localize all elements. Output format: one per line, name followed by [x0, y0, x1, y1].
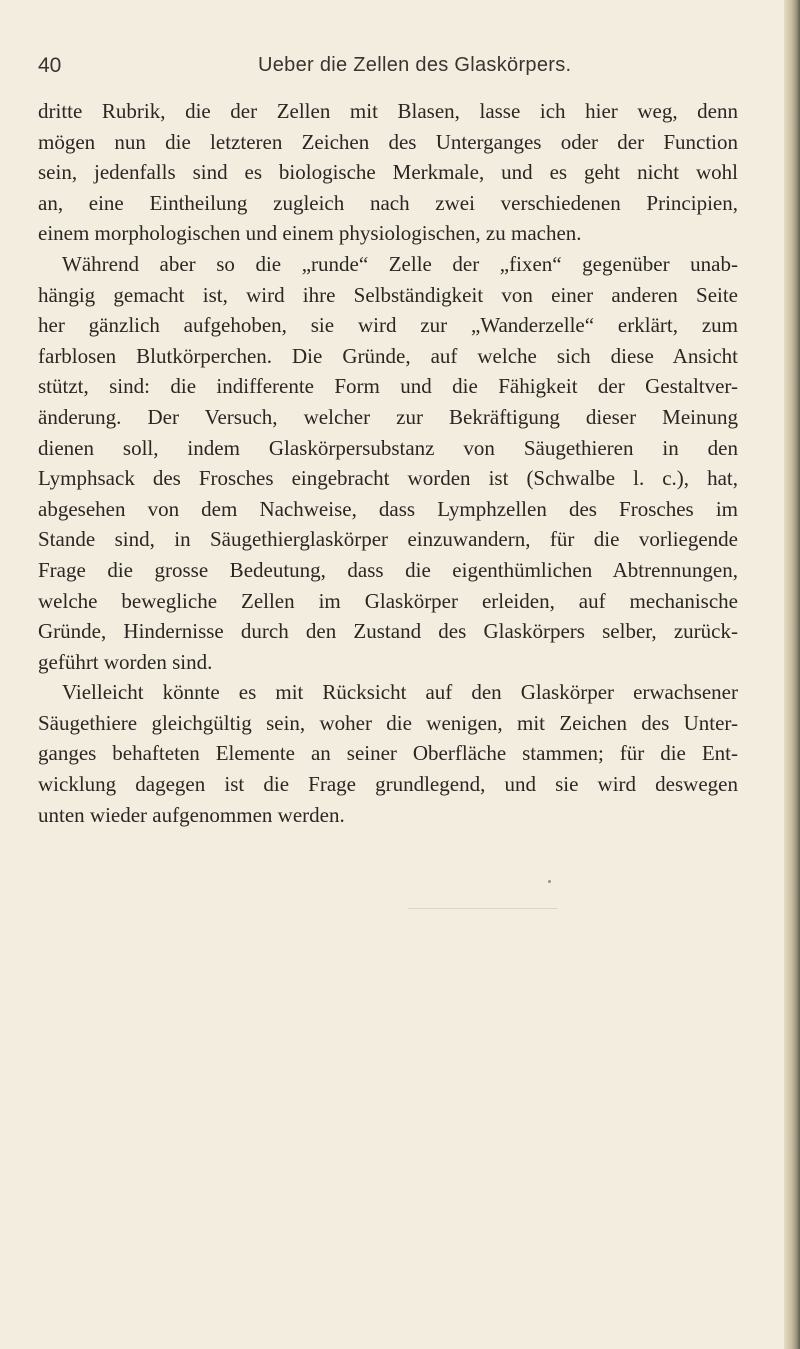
ink-speck	[548, 880, 551, 883]
text-line: Lymphsack des Frosches eingebracht worden ist (Schwalbe l. c.), hat,	[38, 466, 738, 491]
text-line: unten wieder aufgenommen werden.	[38, 802, 345, 827]
body-text	[38, 96, 738, 830]
text-line: abgesehen von dem Nachweise, dass Lymphzellen des Frosches im	[38, 496, 738, 521]
text-line: einem morphologischen und einem physiologischen, zu machen.	[38, 221, 582, 246]
text-line: ganges behafteten Elemente an seiner Oberfläche stammen; für die Ent-	[38, 741, 738, 766]
text-line: sein, jedenfalls sind es biologische Merkmale, und es geht nicht wohl	[38, 160, 738, 185]
page-number: 40	[38, 54, 62, 77]
text-line: dritte Rubrik, die der Zellen mit Blasen, lasse ich hier weg, denn	[38, 99, 738, 123]
page-header	[38, 54, 738, 84]
text-line: dienen soll, indem Glaskörpersubstanz von Säugethieren in den	[38, 435, 738, 460]
text-line: mögen nun die letzteren Zeichen des Unterganges oder der Function	[38, 129, 738, 154]
text-line: Säugethiere gleichgültig sein, woher die wenigen, mit Zeichen des Unter-	[38, 710, 738, 735]
text-line: hängig gemacht ist, wird ihre Selbständigkeit von einer anderen Seite	[38, 282, 738, 307]
paper-blemish	[408, 908, 558, 909]
text-line: her gänzlich aufgehoben, sie wird zur „Wanderzelle“ erklärt, zum	[38, 313, 738, 338]
text-line: an, eine Eintheilung zugleich nach zwei verschiedenen Principien,	[38, 190, 738, 215]
text-line: änderung. Der Versuch, welcher zur Bekräftigung dieser Meinung	[38, 404, 738, 429]
text-line: Vielleicht könnte es mit Rücksicht auf den Glaskörper erwachsener	[62, 680, 738, 705]
text-line: wicklung dagegen ist die Frage grundlegend, und sie wird deswegen	[38, 772, 738, 797]
running-head: Ueber die Zellen des Glaskörpers.	[258, 54, 572, 76]
text-line: farblosen Blutkörperchen. Die Gründe, auf welche sich diese Ansicht	[38, 343, 738, 368]
text-line: Während aber so die „runde“ Zelle der „fixen“ gegenüber unab-	[62, 251, 738, 276]
text-line: geführt worden sind.	[38, 649, 213, 674]
text-line: Frage die grosse Bedeutung, dass die eigenthümlichen Abtrennungen,	[38, 557, 738, 582]
text-line: welche bewegliche Zellen im Glaskörper erleiden, auf mechanische	[38, 588, 738, 613]
page-edge-shadow	[784, 0, 800, 1349]
text-line: Gründe, Hindernisse durch den Zustand des Glaskörpers selber, zurück-	[38, 619, 738, 644]
text-line: Stande sind, in Säugethierglaskörper einzuwandern, für die vorliegende	[38, 527, 738, 552]
text-line: stützt, sind: die indifferente Form und die Fähigkeit der Gestaltver-	[38, 374, 738, 399]
